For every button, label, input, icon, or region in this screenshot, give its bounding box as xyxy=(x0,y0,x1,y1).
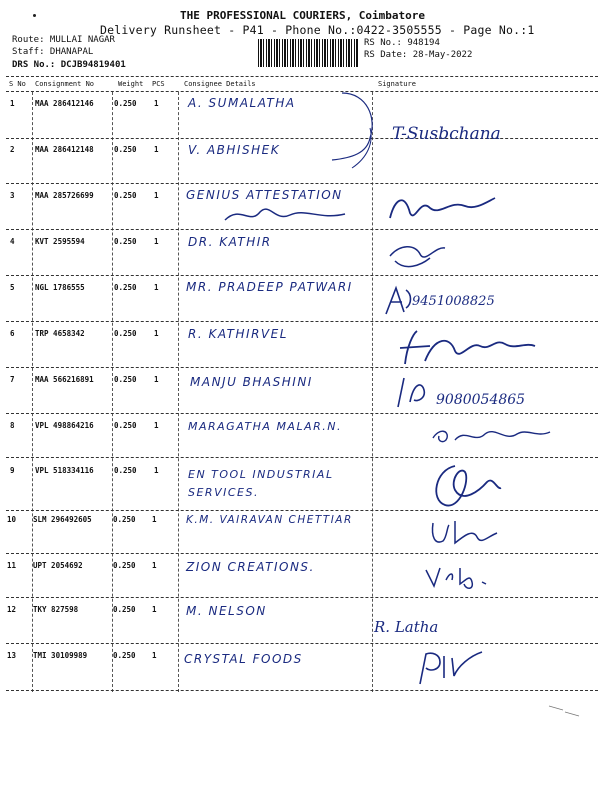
row-pcs: 1 xyxy=(152,651,157,660)
row-sno: 11 xyxy=(7,561,17,570)
row-consignee: ZION CREATIONS. xyxy=(186,560,315,574)
row-pcs: 1 xyxy=(154,145,159,154)
row-weight: 0.250 xyxy=(114,283,137,292)
row-pcs: 1 xyxy=(152,515,157,524)
signature-rows-1-2: T-Susbchana xyxy=(392,124,501,144)
row-consignment: TMI 30109989 xyxy=(33,651,88,660)
signature-row-7 xyxy=(390,372,435,412)
col-sno: S No xyxy=(9,80,26,88)
row-weight: 0.250 xyxy=(114,466,137,475)
row-consignee: V. ABHISHEK xyxy=(188,143,281,157)
row-rule xyxy=(6,321,598,322)
row-consignee: MR. PRADEEP PATWARI xyxy=(186,280,353,294)
row-sno: 7 xyxy=(10,375,15,384)
row-consignee: EN TOOL INDUSTRIAL SERVICES. xyxy=(188,468,334,499)
row-pcs: 1 xyxy=(152,605,157,614)
signature-row-13 xyxy=(410,646,490,688)
row-rule xyxy=(6,183,598,184)
signature-row-8 xyxy=(425,422,555,448)
row-consignee: MANJU BHASHINI xyxy=(190,375,313,389)
drs-number: DRS No.: DCJB94819401 xyxy=(12,60,126,70)
row-weight: 0.250 xyxy=(114,99,137,108)
row-consignee: DR. KATHIR xyxy=(188,235,272,249)
row-consignee: MARAGATHA MALAR.N. xyxy=(188,420,342,433)
row-consignment: KVT 2595594 xyxy=(35,237,85,246)
staff-label: Staff: DHANAPAL xyxy=(12,47,94,57)
row-pcs: 1 xyxy=(152,561,157,570)
row-sno: 4 xyxy=(10,237,15,246)
row-consignment: SLM 296492605 xyxy=(33,515,92,524)
row-weight: 0.250 xyxy=(114,191,137,200)
row-consignee: K.M. VAIRAVAN CHETTIAR xyxy=(186,514,353,526)
row-consignee: GENIUS ATTESTATION xyxy=(186,188,343,202)
row-sno: 13 xyxy=(7,651,17,660)
route-label: Route: MULLAI NAGAR xyxy=(12,35,115,45)
row-sno: 10 xyxy=(7,515,17,524)
rs-date: RS Date: 28-May-2022 xyxy=(364,50,473,60)
row-weight: 0.250 xyxy=(113,515,136,524)
row-pcs: 1 xyxy=(154,466,159,475)
signature-row-3 xyxy=(380,188,500,228)
runsheet-subtitle: Delivery Runsheet - P41 - Phone No.:0422-3505555 - Page No.:1 xyxy=(100,23,535,37)
signature-row-6 xyxy=(395,326,545,368)
pen-mark xyxy=(545,700,585,720)
row-weight: 0.250 xyxy=(114,237,137,246)
column-divider xyxy=(372,92,373,692)
row-pcs: 1 xyxy=(154,237,159,246)
signature-row-10 xyxy=(425,515,505,549)
row-weight: 0.250 xyxy=(114,329,137,338)
row-pcs: 1 xyxy=(154,375,159,384)
header-bottom-rule xyxy=(6,91,598,92)
row-sno: 12 xyxy=(7,605,17,614)
row-consignment: MAA 286412148 xyxy=(35,145,94,154)
row-weight: 0.250 xyxy=(114,375,137,384)
row-rule xyxy=(6,275,598,276)
row-sno: 3 xyxy=(10,191,15,200)
signature-row-11 xyxy=(420,560,500,592)
bracket-mark xyxy=(322,88,382,178)
phone-note-row-7: 9080054865 xyxy=(436,392,526,408)
row-consignment: TRP 4658342 xyxy=(35,329,85,338)
col-weight: Weight xyxy=(118,80,144,88)
row-weight: 0.250 xyxy=(114,421,137,430)
header-top-rule xyxy=(6,76,598,77)
row-consignee: R. KATHIRVEL xyxy=(188,327,288,341)
row-consignment: MAA 285726699 xyxy=(35,191,94,200)
row-pcs: 1 xyxy=(154,329,159,338)
row-pcs: 1 xyxy=(154,99,159,108)
row-consignment: MAA 566216891 xyxy=(35,375,94,384)
row-consignment: UPT 2054692 xyxy=(33,561,83,570)
row-sno: 9 xyxy=(10,466,15,475)
row-rule xyxy=(6,138,598,139)
row-consignment: MAA 286412146 xyxy=(35,99,94,108)
row-rule xyxy=(6,229,598,230)
row-weight: 0.250 xyxy=(113,605,136,614)
phone-note-row-5: 9451008825 xyxy=(412,294,495,309)
row-consignment: VPL 498864216 xyxy=(35,421,94,430)
row-sno: 1 xyxy=(10,99,15,108)
row-consignment: VPL 518334116 xyxy=(35,466,94,475)
row-rule xyxy=(6,690,598,691)
row-rule xyxy=(6,457,598,458)
rs-number: RS No.: 948194 xyxy=(364,38,440,48)
handwritten-scribble xyxy=(220,200,350,228)
scan-mark xyxy=(33,14,36,17)
col-pcs: PCS xyxy=(152,80,165,88)
row-pcs: 1 xyxy=(154,421,159,430)
signature-row-12: R. Latha xyxy=(374,618,439,636)
row-sno: 2 xyxy=(10,145,15,154)
row-pcs: 1 xyxy=(154,191,159,200)
row-consignment: NGL 1786555 xyxy=(35,283,85,292)
row-weight: 0.250 xyxy=(113,561,136,570)
row-rule xyxy=(6,367,598,368)
row-rule xyxy=(6,597,598,598)
col-signature: Signature xyxy=(378,80,416,88)
barcode xyxy=(258,39,358,67)
row-consignee: M. NELSON xyxy=(186,604,267,618)
col-consignment: Consignment No xyxy=(35,80,95,88)
document-title: THE PROFESSIONAL COURIERS, Coimbatore xyxy=(180,9,426,22)
row-weight: 0.250 xyxy=(113,651,136,660)
signature-row-4 xyxy=(380,236,460,274)
column-divider xyxy=(178,92,179,692)
row-sno: 6 xyxy=(10,329,15,338)
row-rule xyxy=(6,643,598,644)
col-consignee: Consignee Details xyxy=(184,80,256,88)
row-consignment: TKY 827598 xyxy=(33,605,79,614)
row-rule xyxy=(6,553,598,554)
row-consignee: A. SUMALATHA xyxy=(188,96,296,110)
row-pcs: 1 xyxy=(154,283,159,292)
row-rule xyxy=(6,510,598,511)
column-divider xyxy=(112,92,113,692)
row-rule xyxy=(6,413,598,414)
row-weight: 0.250 xyxy=(114,145,137,154)
signature-row-9 xyxy=(425,460,505,512)
column-divider xyxy=(32,92,33,692)
row-sno: 8 xyxy=(10,421,15,430)
row-consignee: CRYSTAL FOODS xyxy=(184,652,303,666)
row-sno: 5 xyxy=(10,283,15,292)
